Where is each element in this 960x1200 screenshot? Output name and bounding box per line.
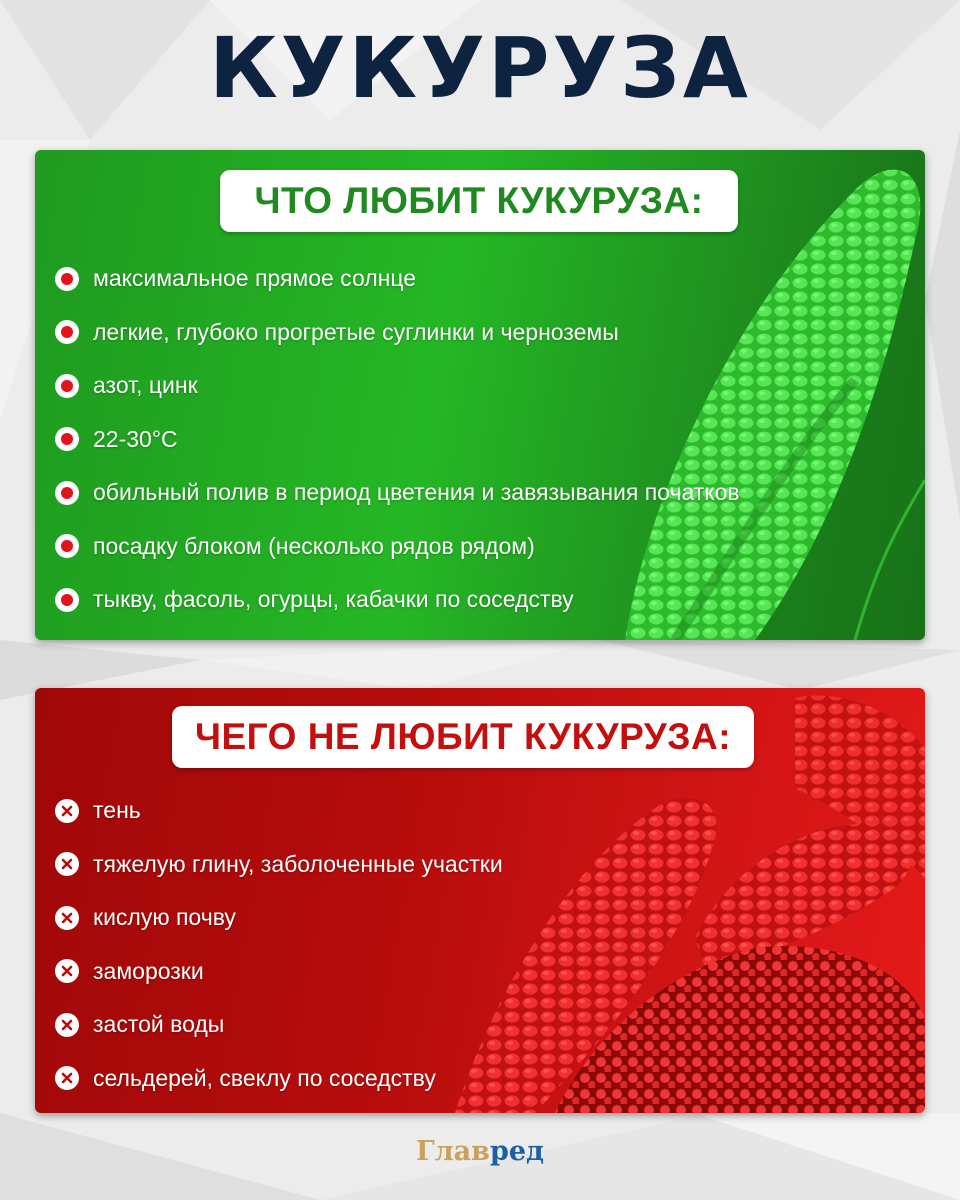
list-item-text: тень	[93, 797, 141, 824]
list-item	[55, 413, 740, 467]
list-item-text: тыкву, фасоль, огурцы, кабачки по соседству	[93, 586, 574, 613]
likes-panel	[35, 150, 925, 640]
list-item	[55, 1052, 503, 1106]
list-item-text: сельдерей, свеклу по соседству	[93, 1064, 436, 1091]
list-item	[55, 252, 740, 306]
x-circle-icon	[55, 799, 79, 823]
list-item	[55, 573, 740, 627]
list-item-text: застой воды	[93, 1011, 225, 1038]
list-item	[55, 998, 503, 1052]
x-circle-icon	[55, 959, 79, 983]
red-dot-icon	[55, 427, 79, 451]
x-circle-icon	[55, 906, 79, 930]
list-item-text: тяжелую глину, заболоченные участки	[93, 850, 503, 877]
brand-logo-part1: Глав	[416, 1136, 490, 1167]
list-item-text: 22-30°C	[93, 425, 178, 452]
list-item	[55, 466, 740, 520]
red-dot-icon	[55, 534, 79, 558]
x-circle-icon	[55, 852, 79, 876]
red-dot-icon	[55, 374, 79, 398]
red-dot-icon	[55, 588, 79, 612]
list-item	[55, 359, 740, 413]
list-item-text: легкие, глубоко прогретые суглинки и черноземы	[93, 318, 619, 345]
list-item-text: кислую почву	[93, 904, 236, 931]
dislikes-heading: ЧЕГО НЕ ЛЮБИТ КУКУРУЗА:	[172, 706, 754, 768]
brand-logo-part2: ред	[489, 1136, 544, 1167]
x-circle-icon	[55, 1066, 79, 1090]
likes-list	[55, 252, 740, 627]
likes-heading: ЧТО ЛЮБИТ КУКУРУЗА:	[220, 170, 738, 232]
list-item	[55, 891, 503, 945]
list-item-text: заморозки	[93, 957, 204, 984]
list-item-text: азот, цинк	[93, 372, 198, 399]
list-item-text: посадку блоком (несколько рядов рядом)	[93, 532, 535, 559]
list-item	[55, 838, 503, 892]
red-dot-icon	[55, 320, 79, 344]
list-item	[55, 945, 503, 999]
list-item	[55, 306, 740, 360]
brand-logo	[0, 1136, 960, 1167]
list-item	[55, 784, 503, 838]
dislikes-panel	[35, 688, 925, 1113]
red-dot-icon	[55, 481, 79, 505]
red-dot-icon	[55, 267, 79, 291]
list-item	[55, 520, 740, 574]
list-item-text: максимальное прямое солнце	[93, 265, 417, 292]
main-title: КУКУРУЗА	[209, 19, 751, 117]
list-item-text: обильный полив в период цветения и завязывания початков	[93, 479, 740, 506]
x-circle-icon	[55, 1013, 79, 1037]
dislikes-list	[55, 784, 503, 1105]
